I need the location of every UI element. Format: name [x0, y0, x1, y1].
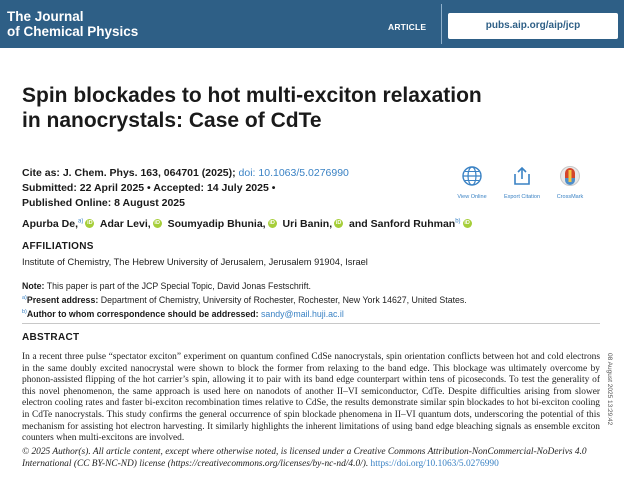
note-a-marker: a) [22, 295, 27, 301]
author-footnote-marker: a) [78, 218, 84, 225]
note-text: This paper is part of the JCP Special Topic, David Jonas Festschrift. [44, 281, 311, 291]
author-footnote-marker: b) [455, 218, 461, 225]
citation-block [22, 166, 349, 211]
view-online-label: View Online [457, 194, 487, 200]
author-name[interactable]: Adar Levi, [99, 218, 151, 230]
crossmark-label: CrossMark [556, 194, 584, 200]
orcid-icon[interactable]: iD [335, 219, 342, 226]
present-address-text: Department of Chemistry, University of Rochester, Rochester, New York 14627, United States. [98, 294, 467, 305]
license-text: © 2025 Author(s). All article content, except where otherwise noted, is licensed under a Creative Commons Attribution-NonCommercial-NoDerivs 4.0 International (CC BY-NC-ND) license (https://creativecommons.org/licenses/by-nc-nd/4.0/). [22, 447, 587, 469]
special-topic-note [22, 280, 467, 292]
author-name[interactable]: and Sanford Ruhman [349, 218, 456, 230]
published-date: Published Online: 8 August 2025 [22, 197, 185, 209]
crossmark-button[interactable] [544, 165, 596, 200]
abstract-text: In a recent three pulse “spectator exciton” experiment on quantum confined CdSe nanocrystals, spin orientation conflicts between hot and cold electrons in the same doubly excited nanocrystal were shown to block the former from relaxing to the band edge. This blockage was ultimately overcome by phonon-assisted flipping of the hot carrier’s spin, allowing it to pair with its band edge counterpart within tens of picoseconds. To test the generality of this novel phenomenon, the same approach is used here on nanodots of another II–VI semiconductor, CdTe. Despite difficulties arising from slower electron cooling rates and faster bi-exciton recombination times relative to CdSe, the results demonstrate similar spin blockades to hot bi-exciton cooling in CdTe nanocrystals. This study confirms the general occurrence of spin blockade phenomena in II–VI quantum dots, underscoring the potential of this mechanism for assisting hot electron harvesting. It similarly highlights the inherent limitations of using band edge bleaching signals as ensemble exciton counters when multi-excitons are involved. [22, 352, 600, 444]
journal-name-line1: The Journal [7, 9, 84, 24]
license-doi-link[interactable]: https://doi.org/10.1063/5.0276990 [370, 458, 499, 469]
orcid-icon[interactable]: iD [464, 219, 470, 226]
view-online-button[interactable] [446, 165, 498, 200]
journal-header [0, 0, 624, 48]
article-title [22, 83, 582, 133]
author-name[interactable]: Uri Banin, [282, 218, 333, 230]
orcid-icon[interactable]: iD [269, 219, 275, 226]
article-type-label: ARTICLE [388, 22, 427, 32]
journal-url-text: pubs.aip.org/aip/jcp [485, 20, 581, 31]
journal-url-link[interactable] [448, 13, 618, 39]
globe-icon [461, 165, 483, 187]
title-line-2: in nanocrystals: Case of CdTe [22, 109, 322, 132]
correspondence-note [22, 306, 467, 320]
article-notes [22, 280, 467, 320]
download-timestamp [602, 353, 616, 463]
download-timestamp-text: 08 August 2025 13:29:42 [606, 353, 613, 426]
title-line-1: Spin blockades to hot multi-exciton relaxation [22, 84, 482, 107]
doi-link[interactable]: doi: 10.1063/5.0276990 [238, 167, 349, 179]
correspondence-label: Author to whom correspondence should be addressed: [26, 308, 259, 319]
abstract-heading: ABSTRACT [22, 332, 80, 343]
author-list [22, 218, 475, 230]
note-label: Note: [22, 281, 45, 291]
export-citation-label: Export Citation [503, 194, 541, 200]
export-citation-button[interactable] [496, 165, 548, 200]
correspondence-email-link[interactable]: sandy@mail.huji.ac.il [261, 308, 344, 319]
export-icon [511, 165, 533, 187]
author-name[interactable]: Soumyadip Bhunia, [167, 218, 266, 230]
present-address-note [22, 292, 467, 306]
journal-name-line2: of Chemical Physics [7, 24, 139, 39]
license-statement [22, 447, 600, 470]
affiliations-heading: AFFILIATIONS [22, 241, 94, 252]
crossmark-icon [559, 165, 581, 187]
submission-dates: Submitted: 22 April 2025 • Accepted: 14 July 2025 • [22, 182, 276, 194]
journal-name[interactable] [7, 9, 138, 39]
orcid-icon[interactable]: iD [154, 219, 160, 226]
author-name[interactable]: Apurba De, [22, 218, 79, 230]
orcid-icon[interactable]: iD [87, 219, 93, 226]
affiliation-text: Institute of Chemistry, The Hebrew University of Jerusalem, Jerusalem 91904, Israel [22, 257, 368, 267]
present-address-label: Present address: [26, 294, 99, 305]
note-b-marker: b) [22, 308, 27, 315]
header-divider [441, 4, 442, 44]
section-divider [22, 323, 600, 324]
cite-as-text: Cite as: J. Chem. Phys. 163, 064701 (2025); [22, 167, 236, 179]
